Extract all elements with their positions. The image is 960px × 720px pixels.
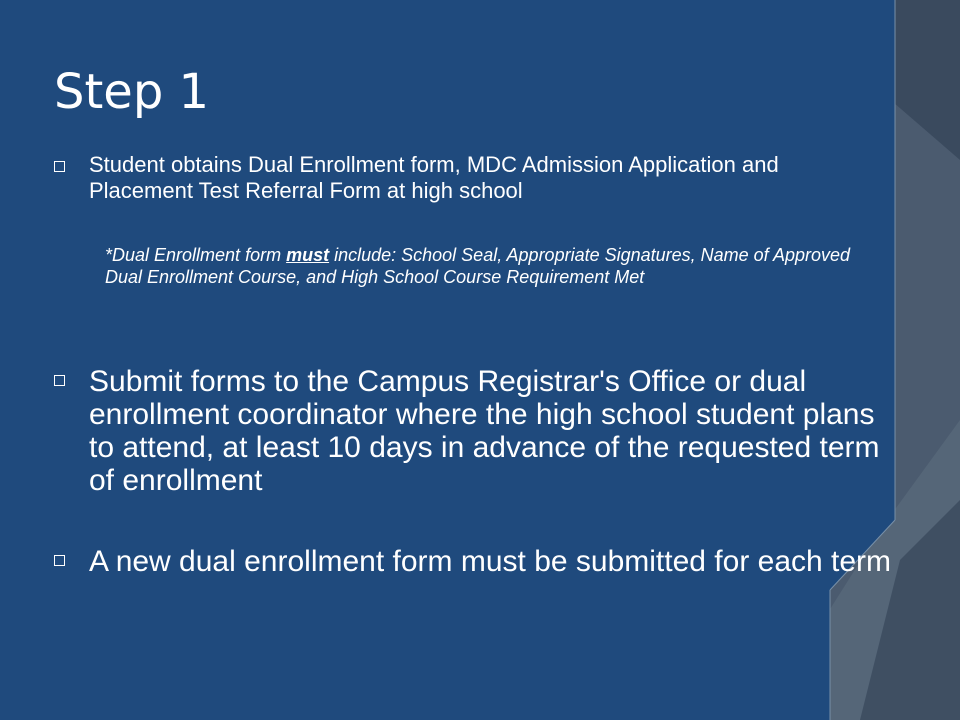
requirements-note bbox=[105, 244, 875, 288]
slide-title: Step 1 bbox=[54, 64, 210, 120]
bullet-item bbox=[54, 152, 844, 204]
bullet-text: A new dual enrollment form must be submitted for each term bbox=[89, 545, 892, 578]
note-emphasis: must bbox=[286, 245, 330, 265]
bullet-text: Student obtains Dual Enrollment form, MDC Admission Application and Placement Test Referral Form at high school bbox=[89, 152, 779, 203]
bullet-text: Submit forms to the Campus Registrar's Office or dual enrollment coordinator where the high school student plans to attend, at least 10 days in advance of the requested term of enrollment bbox=[89, 365, 880, 497]
checkbox-bullet-icon bbox=[54, 161, 65, 172]
note-text-before: *Dual Enrollment form bbox=[105, 245, 287, 265]
bullet-item bbox=[54, 365, 894, 497]
checkbox-bullet-icon bbox=[54, 375, 65, 386]
note-text-after: include: School Seal, Appropriate Signatures, Name of Approved Dual Enrollment Course, and High School Course Requirement Met bbox=[105, 245, 851, 287]
bullet-item bbox=[54, 545, 894, 578]
checkbox-bullet-icon bbox=[54, 555, 65, 566]
